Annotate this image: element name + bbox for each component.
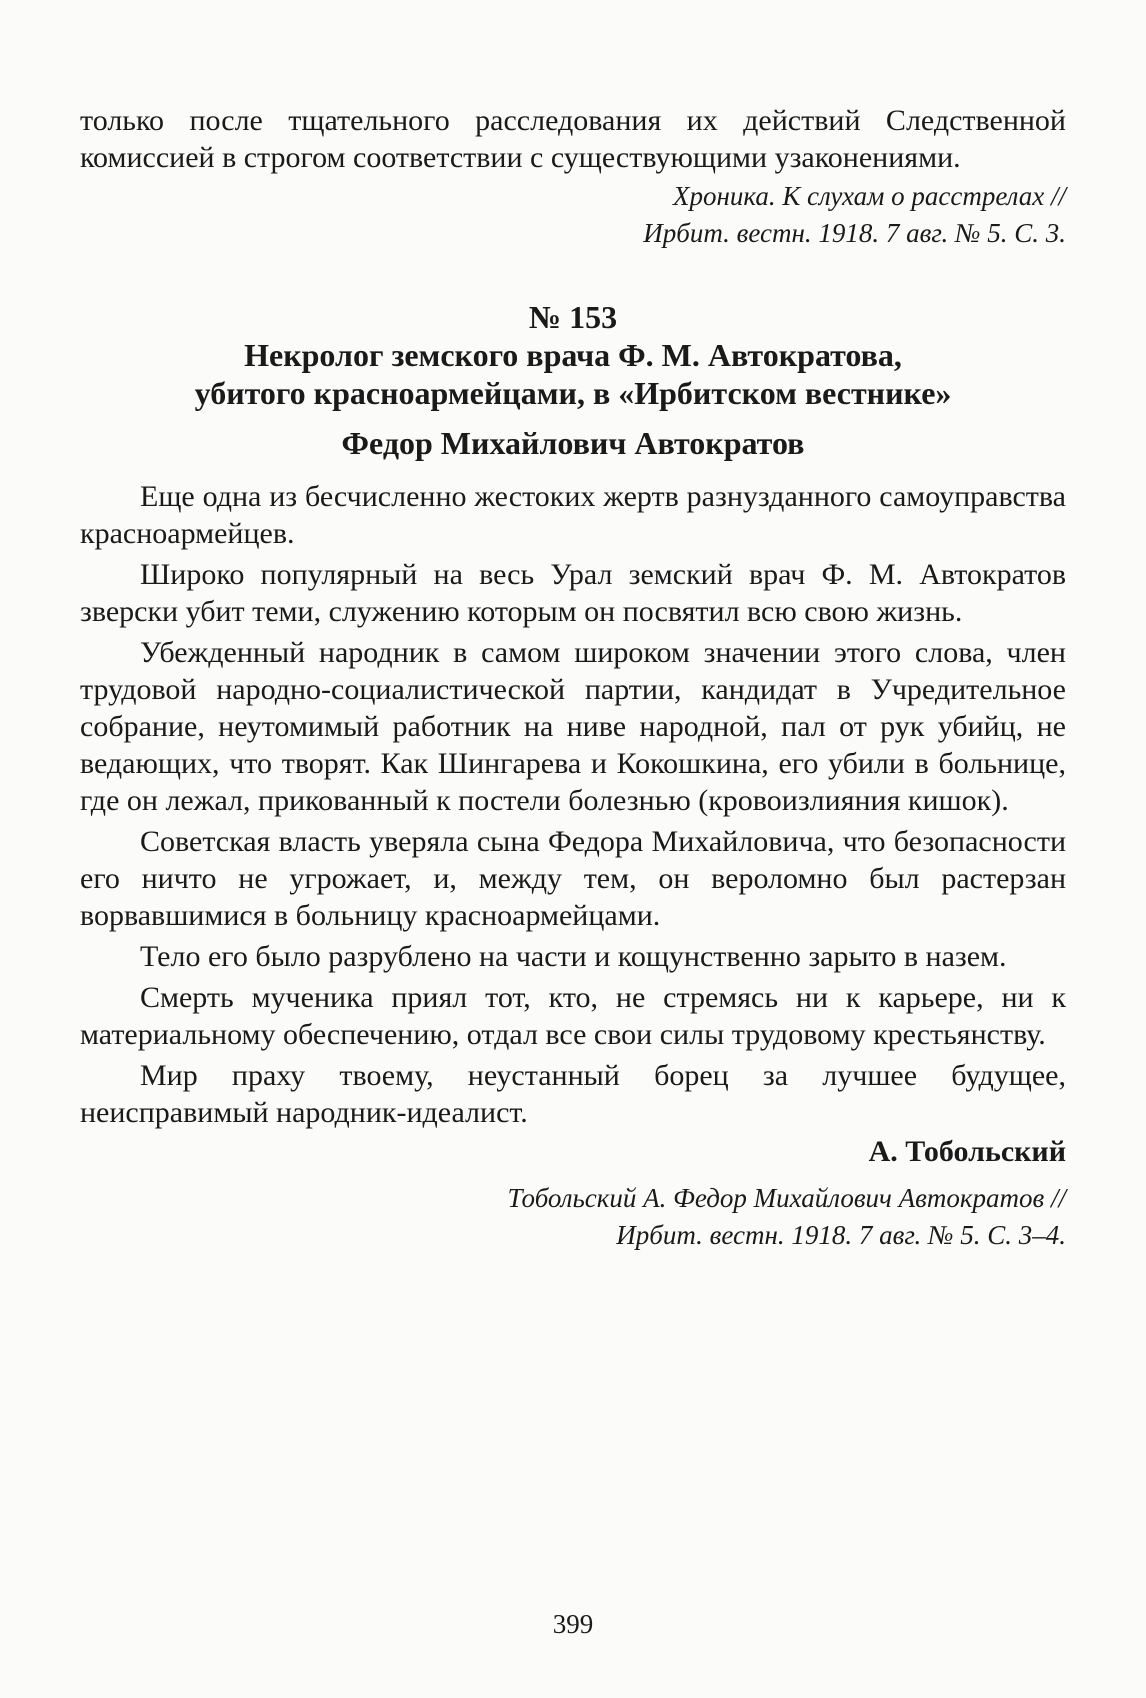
body-paragraph: Убежденный народник в самом широком значении этого слова, член трудовой народно-социалистической партии, кандидат в Учредительное собрание, неутомимый работник на ниве народной, пал от рук убийц, не ведающих, что творят. Как Шингарева и Кокошкина, его убили в больнице, где он лежал, прикованный к постели болезнью (кровоизлияния кишок). (80, 636, 1066, 817)
body-paragraph: Смерть мученика приял тот, кто, не стремясь ни к карьере, ни к материальному обеспечению, отдал все свои силы трудовому крестьянству. (80, 981, 1066, 1051)
intro-source-line-1: Хроника. К слухам о расстрелах // (672, 181, 1066, 211)
intro-source-line-2: Ирбит. вестн. 1918. 7 авг. № 5. С. 3. (643, 218, 1066, 248)
page-content (80, 102, 1066, 1254)
article-heading: Федор Михайлович Автократов (341, 425, 805, 461)
body-paragraph: Советская власть уверяла сына Федора Михайловича, что безопасности его ничто не угрожает, и, между тем, он вероломно был растерзан ворвавшимися в больницу красноармейцами. (80, 825, 1066, 932)
document-title (80, 336, 1066, 412)
intro-paragraph: только после тщательного расследования их действий Следственной комиссией в строгом соответствии с существующими узаконениями. (80, 104, 1066, 174)
document-title-line-2: убитого красноармейцами, в «Ирбитском вестнике» (194, 375, 952, 411)
intro-source-citation (80, 178, 1066, 252)
document-number: № 153 (528, 299, 618, 335)
document-source-citation (80, 1180, 1066, 1254)
body-paragraph: Тело его было разрублено на части и кощунственно зарыто в назем. (140, 940, 1007, 973)
page-number: 399 (552, 1609, 594, 1639)
document-title-line-1: Некролог земского врача Ф. М. Автократова, (244, 337, 902, 373)
body-paragraph: Широко популярный на весь Урал земский врач Ф. М. Автократов зверски убит теми, служению которым он посвятил всю свою жизнь. (80, 558, 1066, 628)
author-signature: А. Тобольский (868, 1135, 1066, 1168)
document-source-line-1: Тобольский А. Федор Михайлович Автократов // (507, 1183, 1066, 1213)
body-paragraph: Мир праху твоему, неустанный борец за лучшее будущее, неисправимый народник-идеалист. (80, 1059, 1066, 1129)
document-source-line-2: Ирбит. вестн. 1918. 7 авг. № 5. С. 3–4. (616, 1220, 1066, 1250)
body-paragraph: Еще одна из бесчисленно жестоких жертв разнузданного самоуправства красноармейцев. (80, 480, 1066, 550)
